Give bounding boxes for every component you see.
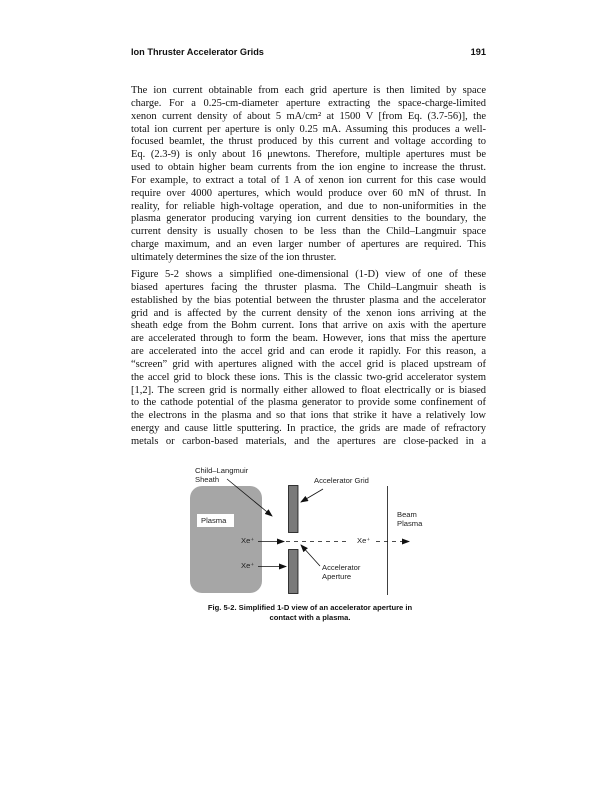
xe-ion-label-upper: Xe⁺ xyxy=(241,536,255,545)
running-title: Ion Thruster Accelerator Grids xyxy=(131,47,264,57)
text-line: metals or carbon-based materials, and the apertures are close-packed in a xyxy=(131,435,486,447)
aperture-label-line1: Accelerator xyxy=(322,563,361,572)
beam-plasma-label-line2: Plasma xyxy=(397,519,423,528)
text-line: ultimately determines the size of the ion thruster. xyxy=(131,251,337,263)
text-line: used to obtain higher beam currents from the ion engine to increase the thrust. xyxy=(131,162,486,174)
text-line: The ion current obtainable from each grid aperture is then limited by space xyxy=(131,85,486,96)
caption-line2: contact with a plasma. xyxy=(269,612,351,622)
text-line: to the cathode potential of the plasma generator to provide some confinement of xyxy=(131,397,486,409)
beam-plasma-label xyxy=(397,510,422,528)
xe-ion-label-lower: Xe⁺ xyxy=(241,561,255,570)
text-line: current density is usually chosen to be less than the Child–Langmuir space xyxy=(131,226,486,238)
accelerator-grid-upper xyxy=(289,486,299,533)
text-line: require over 4000 apertures, which would produce over 60 mN of thrust. In xyxy=(131,187,486,199)
text-line: the electrons in the plasma and so that ions that strike it have a relatively low xyxy=(131,410,486,422)
text-line: charge maximum, and an even larger number of apertures are required. This xyxy=(131,239,486,251)
caption-line1: Fig. 5-2. Simplified 1-D view of an accelerator aperture in xyxy=(207,603,413,612)
sheath-label-line1: Child–Langmuir xyxy=(195,466,249,475)
page-number: 191 xyxy=(470,47,486,57)
text-line: “screen” grid with apertures aligned with the accel grid is placed upstream of xyxy=(131,358,486,370)
text-line: are accelerated through to form the beam. However, ions that miss the aperture xyxy=(131,333,486,345)
beam-plasma-label-line1: Beam xyxy=(397,510,417,519)
text-line: plasma generator producing varying ion current densities to the boundary, the xyxy=(131,213,486,225)
sheath-label-line2: Sheath xyxy=(195,475,220,484)
text-line: biased apertures facing the thruster plasma. The Child–Langmuir sheath is xyxy=(131,281,486,293)
plasma-label: Plasma xyxy=(201,516,227,525)
text-line: charge. For a 0.25-cm-diameter aperture extracting the space-charge-limited xyxy=(131,97,486,109)
text-line: grid and is affected by the current density of the xenon ions arriving at the xyxy=(131,307,486,319)
sheath-label xyxy=(195,466,248,484)
text-line: Figure 5-2 shows a simplified one-dimensional (1-D) view of one of these xyxy=(131,269,486,280)
text-line: [1,2]. The screen grid is normally either allowed to float electrically or is biased xyxy=(131,384,486,396)
text-line: xenon current density of about 5 mA/cm² at 1500 V [from Eq. (3.7-56)], the xyxy=(131,110,486,122)
accelerator-grid-lower xyxy=(289,550,299,594)
text-line: energy and cause little sputtering. In practice, the grids are made of refractory xyxy=(131,423,486,435)
text-line: the accel grid to block these ions. This is the classic two-grid accelerator system xyxy=(131,371,486,383)
aperture-label-line2: Aperture xyxy=(322,572,352,581)
text-line: are accelerated into the accel grid and can erode it rapidly. For this reason, a xyxy=(131,346,486,358)
text-line: focused beamlet, the thrust produced by this current and voltage according to xyxy=(131,136,486,148)
text-line: sheath edge from the Bohm current. Ions that arrive on axis with the aperture xyxy=(131,320,486,332)
text-line: reality, for reliable high-voltage operation, and due to non-uniformities in the xyxy=(131,200,486,212)
xe-ion-label-beam: Xe⁺ xyxy=(357,536,371,545)
accelerator-aperture-label xyxy=(322,563,360,581)
text-line: For example, to extract a total of 1 A of xenon ion current for this case would xyxy=(131,174,486,186)
grid-pointer-arrow xyxy=(301,489,323,502)
text-line: Eq. (2.3-9) is only about 16 μnewtons. Therefore, multiple apertures must be xyxy=(131,149,486,161)
text-line: total ion current per aperture is only 0.25 mA. Assuming this produces a well- xyxy=(131,123,486,135)
figure-caption xyxy=(180,603,440,622)
text-line: established by the bias potential between the thruster plasma and the accelerator xyxy=(131,294,486,306)
aperture-pointer-arrow xyxy=(301,545,320,566)
accelerator-grid-label: Accelerator Grid xyxy=(314,476,369,485)
